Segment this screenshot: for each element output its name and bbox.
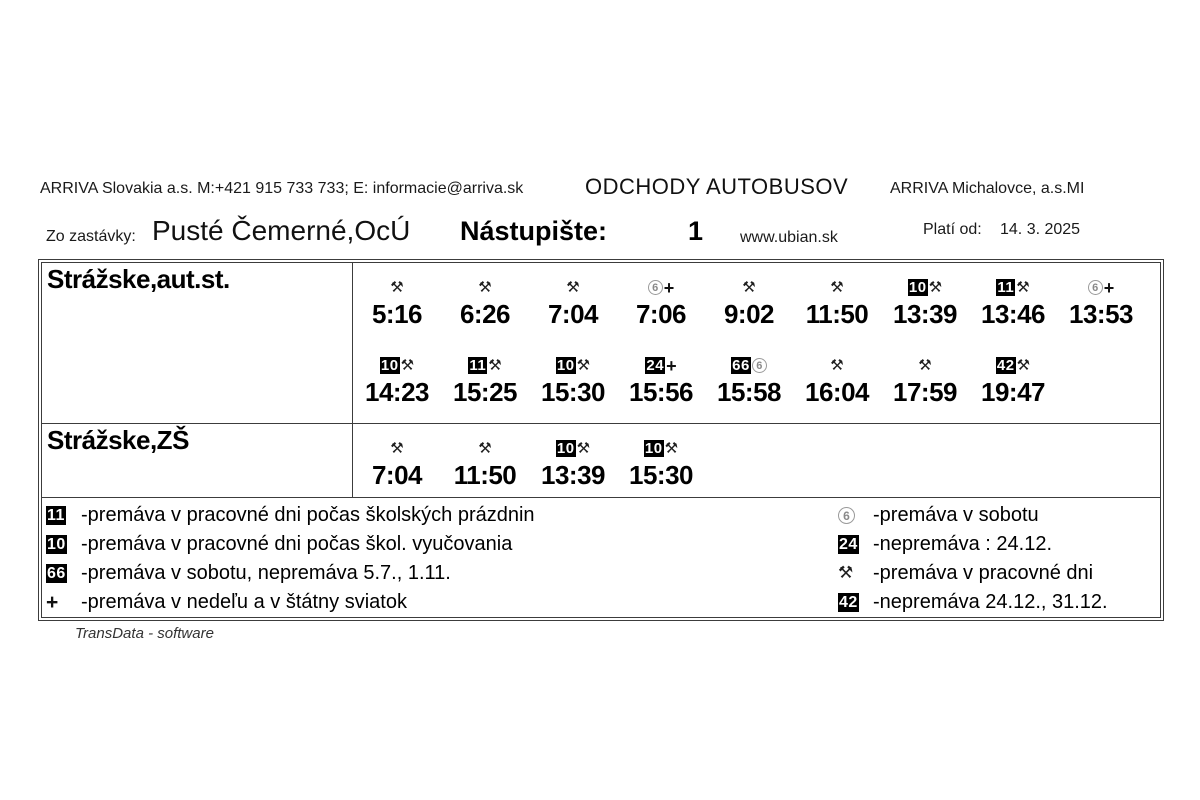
legend-item [44, 588, 836, 617]
plus-icon: + [666, 355, 677, 376]
departure [969, 354, 1057, 407]
note-badge-24: 24 [646, 357, 665, 374]
station-name: Strážske,ZŠ [42, 424, 353, 497]
departure-marks [441, 437, 529, 460]
circled-6-icon: 6 [648, 280, 663, 295]
departure-marks [1057, 276, 1145, 299]
departure-marks [793, 354, 881, 377]
legend-mark [836, 593, 873, 612]
crossed-hammers-icon: ⚒ [1016, 278, 1030, 296]
note-badge-42: 42 [839, 594, 858, 611]
legend-text: -premáva v sobotu, nepremáva 5.7., 1.11. [81, 562, 451, 584]
legend-mark [44, 535, 81, 554]
crossed-hammers-icon: ⚒ [830, 278, 844, 296]
departure-time: 6:26 [459, 299, 511, 329]
departure-marks [441, 354, 529, 377]
departure-marks [353, 437, 441, 460]
legend-item [836, 588, 1158, 617]
departure-marks [529, 437, 617, 460]
note-badge-10: 10 [380, 357, 399, 374]
departure-time: 15:30 [541, 377, 605, 407]
departure-marks [881, 354, 969, 377]
legend-column-left [44, 501, 836, 617]
platform-label: Nástupište: [460, 216, 608, 246]
departure-marks [969, 354, 1057, 377]
departure-marks [617, 276, 705, 299]
departure [793, 276, 881, 329]
legend-item [44, 501, 836, 530]
station-row [42, 424, 1160, 498]
departures-line [353, 354, 1160, 407]
departure-marks [793, 276, 881, 299]
note-badge-10: 10 [47, 536, 66, 553]
legend-text: -nepremáva 24.12., 31.12. [873, 591, 1108, 613]
legend-mark [44, 506, 81, 525]
legend-mark [44, 564, 81, 583]
legend-mark [836, 563, 873, 583]
valid-from-date: 14. 3. 2025 [1000, 221, 1081, 238]
departure [1057, 276, 1145, 329]
circled-6-icon: 6 [838, 507, 855, 524]
departure-time: 15:25 [453, 377, 517, 407]
legend-text: -premáva v nedeľu a v štátny sviatok [81, 591, 407, 613]
note-badge-11: 11 [47, 507, 65, 524]
departure-time: 13:46 [981, 299, 1045, 329]
departure [441, 354, 529, 407]
legend-mark [44, 590, 81, 614]
crossed-hammers-icon: ⚒ [488, 356, 502, 374]
departure-time: 13:53 [1069, 299, 1133, 329]
timetable-frame [38, 259, 1164, 621]
legend-item [836, 501, 1158, 530]
legend-column-right [836, 501, 1158, 617]
departure-marks [529, 354, 617, 377]
crossed-hammers-icon: ⚒ [576, 356, 591, 374]
legend-text: -premáva v pracovné dni počas škol. vyučovania [81, 533, 513, 555]
legend-item [44, 559, 836, 588]
departure [529, 276, 617, 329]
note-badge-24: 24 [839, 536, 858, 553]
note-badge-10: 10 [556, 439, 575, 457]
departure-marks [529, 276, 617, 299]
legend-item [44, 530, 836, 559]
note-badge-10: 10 [644, 439, 663, 457]
plus-icon: + [1103, 277, 1115, 298]
departure-marks [705, 354, 793, 377]
departure-time: 15:56 [629, 377, 693, 407]
departure [793, 354, 881, 407]
station-row [42, 263, 1160, 424]
plus-icon: + [663, 277, 675, 298]
note-badge-66: 66 [47, 565, 66, 582]
departure-time: 11:50 [805, 299, 869, 329]
departure-marks [881, 276, 969, 299]
departure [441, 276, 529, 329]
departure [705, 276, 793, 329]
note-badge-10: 10 [556, 357, 575, 374]
departure-time: 14:23 [365, 377, 429, 407]
crossed-hammers-icon: ⚒ [928, 278, 943, 296]
departure [441, 437, 529, 490]
departure-time: 7:06 [635, 299, 687, 329]
plus-icon: + [46, 590, 59, 614]
departure-time: 11:50 [453, 459, 517, 490]
departure-marks [617, 437, 705, 460]
departure-time: 5:16 [371, 299, 423, 329]
departure [353, 437, 441, 490]
departure-time: 7:04 [547, 299, 599, 329]
departure-time: 7:04 [371, 459, 423, 490]
legend-text: -nepremáva : 24.12. [873, 533, 1052, 555]
crossed-hammers-icon: ⚒ [918, 356, 932, 374]
legend-mark [836, 507, 873, 524]
legend-section [42, 498, 1160, 617]
departure-time: 16:04 [805, 377, 869, 407]
departures-line [353, 437, 1160, 490]
company-name-right: ARRIVA Michalovce, a.s.MI [890, 180, 1085, 197]
valid-from-label: Platí od: [923, 221, 982, 238]
departure-time: 15:30 [629, 459, 693, 490]
crossed-hammers-icon: ⚒ [390, 438, 404, 457]
departure-marks [705, 276, 793, 299]
crossed-hammers-icon: ⚒ [390, 278, 404, 296]
departure [881, 354, 969, 407]
software-credit: TransData - software [75, 625, 214, 642]
crossed-hammers-icon: ⚒ [400, 356, 415, 374]
crossed-hammers-icon: ⚒ [1016, 356, 1031, 374]
departure-marks [617, 354, 705, 377]
departure [353, 354, 441, 407]
legend-text: -premáva v sobotu [873, 504, 1039, 526]
timetable-body [41, 262, 1161, 618]
page-title: ODCHODY AUTOBUSOV [585, 174, 849, 199]
departure-marks [441, 276, 529, 299]
departure-marks [353, 276, 441, 299]
note-badge-11: 11 [997, 279, 1015, 296]
departure-time: 9:02 [723, 299, 775, 329]
departure-marks [353, 354, 441, 377]
circled-6-icon: 6 [1088, 280, 1103, 295]
company-contact-left: ARRIVA Slovakia a.s. M:+421 915 733 733; E: informacie@arriva.sk [40, 180, 524, 197]
departure [617, 276, 705, 329]
crossed-hammers-icon: ⚒ [478, 278, 492, 296]
departure [529, 437, 617, 490]
crossed-hammers-icon: ⚒ [576, 438, 591, 457]
departure-marks [969, 276, 1057, 299]
from-stop-label: Zo zastávky: [46, 228, 136, 245]
departure-time: 17:59 [893, 377, 957, 407]
departure-time: 13:39 [541, 459, 605, 490]
website-url: www.ubian.sk [740, 229, 838, 246]
departure [529, 354, 617, 407]
station-name: Strážske,aut.st. [42, 263, 353, 423]
note-badge-10: 10 [908, 279, 927, 296]
crossed-hammers-icon: ⚒ [664, 438, 679, 457]
departures-line [353, 276, 1160, 329]
legend-item [836, 559, 1158, 588]
note-badge-66: 66 [732, 357, 750, 374]
departure-time: 15:58 [717, 377, 781, 407]
departure-time: 19:47 [981, 377, 1045, 407]
legend-text: -premáva v pracovné dni [873, 562, 1094, 584]
circled-6-icon: 6 [752, 358, 767, 373]
departure [353, 276, 441, 329]
from-stop-name: Pusté Čemerné,OcÚ [152, 215, 411, 246]
departure [705, 354, 793, 407]
legend-mark [836, 535, 873, 554]
crossed-hammers-icon: ⚒ [478, 438, 492, 457]
crossed-hammers-icon: ⚒ [830, 356, 844, 374]
legend-text: -premáva v pracovné dni počas školských prázdnin [81, 504, 535, 526]
note-badge-42: 42 [996, 357, 1015, 374]
departure-times-cell [353, 424, 1160, 497]
crossed-hammers-icon: ⚒ [566, 278, 580, 296]
legend-item [836, 530, 1158, 559]
departure-times-cell [353, 263, 1160, 423]
platform-number: 1 [688, 216, 704, 246]
note-badge-11: 11 [469, 357, 487, 374]
departure [617, 354, 705, 407]
departure-time: 13:39 [893, 299, 957, 329]
departure [881, 276, 969, 329]
crossed-hammers-icon: ⚒ [742, 278, 756, 296]
departure [617, 437, 705, 490]
crossed-hammers-icon: ⚒ [838, 563, 854, 583]
departure [969, 276, 1057, 329]
